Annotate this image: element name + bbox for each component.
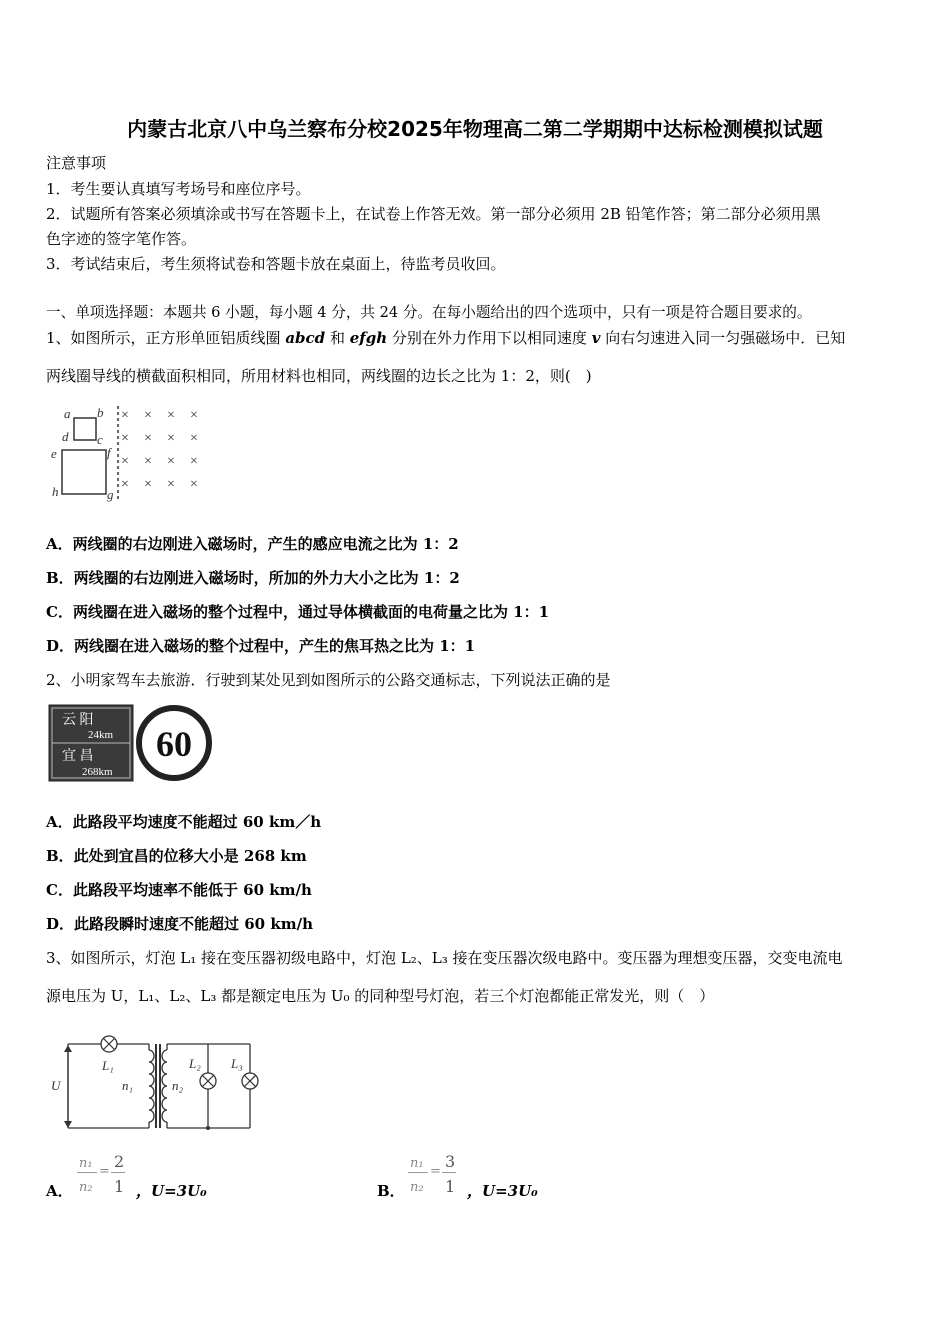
q3-a-ratio-bar [111, 1172, 125, 1173]
junction-dot [206, 1126, 210, 1130]
notice-item-1: 1．考生要认真填写考场号和座位序号。 [46, 180, 311, 198]
label-n2: n₂ [172, 1078, 184, 1093]
field-mark: × [121, 454, 129, 469]
q3-a-n2: n₂ [79, 1180, 93, 1195]
label-b: b [97, 405, 104, 420]
q1-figure [48, 398, 208, 506]
q2-option-d: D．此路段瞬时速度不能超过 60 km/h [46, 915, 313, 933]
section-heading: 一、单项选择题：本题共 6 小题，每小题 4 分，共 24 分。在每小题给出的四个选项中，只有一项是符合题目要求的。 [46, 304, 812, 321]
place-yunyang: 云 阳 [62, 713, 94, 728]
q1-option-b: B．两线圈的右边刚进入磁场时，所加的外力大小之比为 1：2 [46, 569, 460, 587]
q3-option-b-label: B． [377, 1182, 405, 1200]
arrow-head-up [64, 1045, 72, 1052]
place-yichang: 宜 昌 [62, 749, 94, 764]
label-h: h [52, 484, 59, 499]
q2-option-a: A．此路段平均速度不能超过 60 km／h [46, 813, 322, 831]
q1-text: 1、如图所示，正方形单匝铝质线圈 [46, 329, 281, 347]
page-title: 内蒙古北京八中乌兰察布分校2025年物理高二第二学期期中达标检测模拟试题 [127, 117, 823, 141]
field-mark: × [167, 454, 175, 469]
field-mark: × [121, 431, 129, 446]
q3-a-equals: = [99, 1164, 110, 1179]
label-l2: L₂ [189, 1056, 201, 1071]
q3-b-n2: n₂ [410, 1180, 424, 1195]
field-mark: × [167, 408, 175, 423]
q1-text-mid: 分别在外力作用下以相同速度 [391, 329, 587, 347]
q1-velocity: v [591, 329, 601, 347]
q3-b-equals: = [430, 1164, 441, 1179]
coil-efgh-shape [62, 450, 106, 494]
q1-stem-line1 [46, 327, 845, 348]
q2-stem: 2、小明家驾车去旅游．行驶到某处见到如图所示的公路交通标志，下列说法正确的是 [46, 671, 611, 689]
q1-option-d: D．两线圈在进入磁场的整个过程中，产生的焦耳热之比为 1：1 [46, 637, 476, 655]
q3-a-n1: n₁ [79, 1156, 93, 1171]
q3-a-fraction-bar [77, 1172, 97, 1173]
field-mark: × [144, 477, 152, 492]
q3-a-ratio-den: 1 [114, 1177, 125, 1196]
speed-limit-value: 60 [156, 724, 192, 764]
q3-a-ratio-num: 2 [114, 1152, 125, 1171]
q3-b-ratio-den: 1 [445, 1177, 456, 1196]
label-n1: n₁ [122, 1078, 134, 1093]
distance-yichang: 268km [82, 766, 113, 778]
q1-stem-line2: 两线圈导线的横截面积相同，所用材料也相同，两线圈的边长之比为 1：2，则( ) [46, 367, 592, 385]
distance-yunyang: 24km [88, 729, 114, 741]
q1-option-c: C．两线圈在进入磁场的整个过程中，通过导体横截面的电荷量之比为 1：1 [46, 603, 550, 621]
q3-b-ratio-num: 3 [445, 1152, 456, 1171]
field-mark: × [144, 454, 152, 469]
field-mark: × [167, 431, 175, 446]
coil-abcd-shape [74, 418, 96, 440]
q2-traffic-signs [48, 704, 214, 782]
label-c: c [97, 432, 103, 447]
q2-option-b: B．此处到宜昌的位移大小是 268 km [46, 847, 307, 865]
field-mark: × [190, 431, 198, 446]
field-mark: × [190, 477, 198, 492]
q1-text-post: 向右匀速进入同一匀强磁场中．已知 [605, 329, 846, 347]
field-mark: × [190, 408, 198, 423]
q3-stem-line2: 源电压为 U，L₁、L₂、L₃ 都是额定电压为 U₀ 的同种型号灯泡，若三个灯泡都能正常发光，则（ ） [46, 987, 715, 1005]
label-l3: L₃ [231, 1056, 243, 1071]
field-mark: × [144, 408, 152, 423]
q3-b-ratio-bar [442, 1172, 456, 1173]
q1-and: 和 [329, 329, 345, 347]
q3-stem-line1: 3、如图所示，灯泡 L₁ 接在变压器初级电路中，灯泡 L₂、L₃ 接在变压器次级电路中。变压器为理想变压器，交变电流电 [46, 949, 843, 967]
q3-option-a-label: A． [46, 1182, 73, 1200]
label-l1: L₁ [102, 1058, 114, 1073]
field-mark: × [190, 454, 198, 469]
notice-item-3: 3．考试结束后，考生须将试卷和答题卡放在桌面上，待监考员收回。 [46, 255, 506, 273]
label-e: e [51, 446, 57, 461]
q3-b-tail: ，U=3U₀ [467, 1182, 538, 1200]
q1-option-a: A．两线圈的右边刚进入磁场时，产生的感应电流之比为 1：2 [46, 535, 459, 553]
q3-b-n1: n₁ [410, 1156, 424, 1171]
q1-coil-efgh: efgh [349, 329, 388, 347]
label-f: f [107, 445, 111, 460]
field-mark: × [144, 431, 152, 446]
label-d: d [62, 429, 69, 444]
label-a: a [64, 406, 71, 421]
lamp-l2 [200, 1073, 216, 1089]
field-mark: × [121, 408, 129, 423]
q1-coil-abcd: abcd [285, 329, 326, 347]
q3-a-tail: ，U=3U₀ [136, 1182, 207, 1200]
q3-circuit [46, 1030, 266, 1136]
label-g: g [107, 487, 114, 502]
q2-option-c: C．此路段平均速率不能低于 60 km/h [46, 881, 312, 899]
notice-item-2: 2．试题所有答案必须填涂或书写在答题卡上，在试卷上作答无效。第一部分必须用 2B 铅笔作答；第二部分必须用黑 [46, 205, 821, 223]
lamp-l3 [242, 1073, 258, 1089]
field-mark: × [167, 477, 175, 492]
q3-b-fraction-bar [408, 1172, 428, 1173]
notice-heading: 注意事项 [46, 154, 107, 172]
notice-item-2-cont: 色字迹的签字笔作答。 [46, 230, 197, 248]
lamp-l1 [101, 1036, 117, 1052]
field-mark: × [121, 477, 129, 492]
arrow-head-down [64, 1121, 72, 1128]
label-u: U [51, 1078, 61, 1093]
